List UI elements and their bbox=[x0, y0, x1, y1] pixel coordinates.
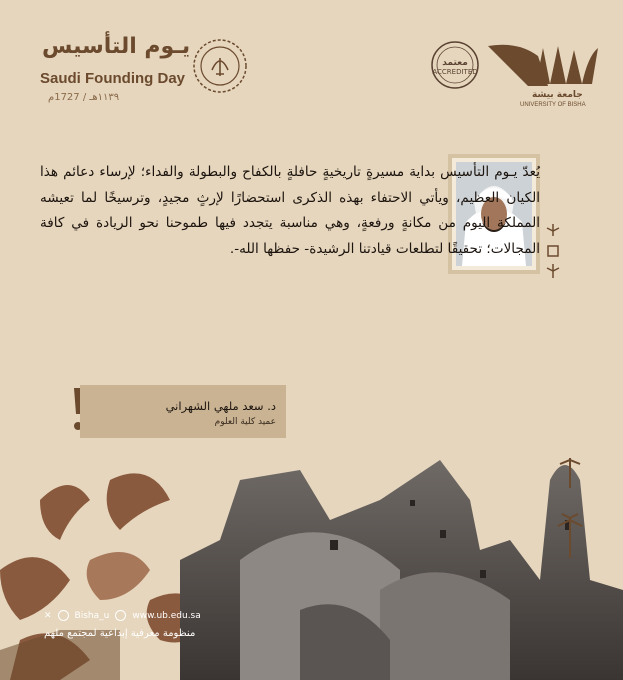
instagram-icon[interactable] bbox=[58, 610, 69, 621]
founding-day-date: ١١٣٩هـ / 1727م bbox=[48, 92, 120, 103]
founding-day-english: Saudi Founding Day bbox=[40, 70, 185, 87]
quote-text: يُعدّ يـوم التأسيس بداية مسيرةٍ تاريخيةٍ حافلةٍ بالكفاح والبطولة والفداء؛ لإرساء دعائم هذا الكيان العظيم، ويأتي الاحتفاء بهذه الذكرى استحضارًا لإرثٍ مجيدٍ، وترسيخًا لما تعيشه المملكة اليوم من مكانةٍ ورفعةٍ، وهي مناسبة يتجدد فيها طموحنا نحو الريادة في كافة المجالات؛ تحقيقًا لتطلعات قيادتنا الرشيدة- حفظها الله-. bbox=[40, 164, 540, 257]
website-link[interactable]: www.ub.edu.sa bbox=[132, 610, 201, 621]
university-name-english: UNIVERSITY OF BISHA bbox=[520, 102, 586, 108]
accreditation-badge bbox=[430, 40, 480, 90]
footer-social bbox=[44, 610, 201, 621]
palm-ornament-icon bbox=[544, 222, 562, 282]
social-handle[interactable]: Bisha_u bbox=[74, 610, 110, 621]
speaker-name-plate bbox=[80, 385, 286, 438]
x-icon[interactable]: ✕ bbox=[44, 610, 52, 621]
founding-day-arabic: يـوم التأسيس bbox=[42, 34, 191, 59]
palm-tree-icon bbox=[540, 448, 600, 568]
accreditation-english: ACCREDITED bbox=[432, 68, 478, 76]
university-logo-icon bbox=[488, 36, 598, 96]
accreditation-arabic: معتمد bbox=[442, 58, 468, 68]
founding-seal-icon bbox=[192, 38, 248, 94]
speaker-title: عميد كلية العلوم bbox=[214, 417, 276, 427]
founding-day-logo bbox=[32, 34, 192, 104]
footer-tagline: منظومة معرفية إبداعية لمجتمع ملهم bbox=[44, 628, 196, 639]
globe-icon[interactable] bbox=[115, 610, 126, 621]
speaker-name: د. سعد ملهي الشهراني bbox=[165, 399, 276, 413]
university-name-arabic: جامعة بيشة bbox=[532, 90, 583, 100]
